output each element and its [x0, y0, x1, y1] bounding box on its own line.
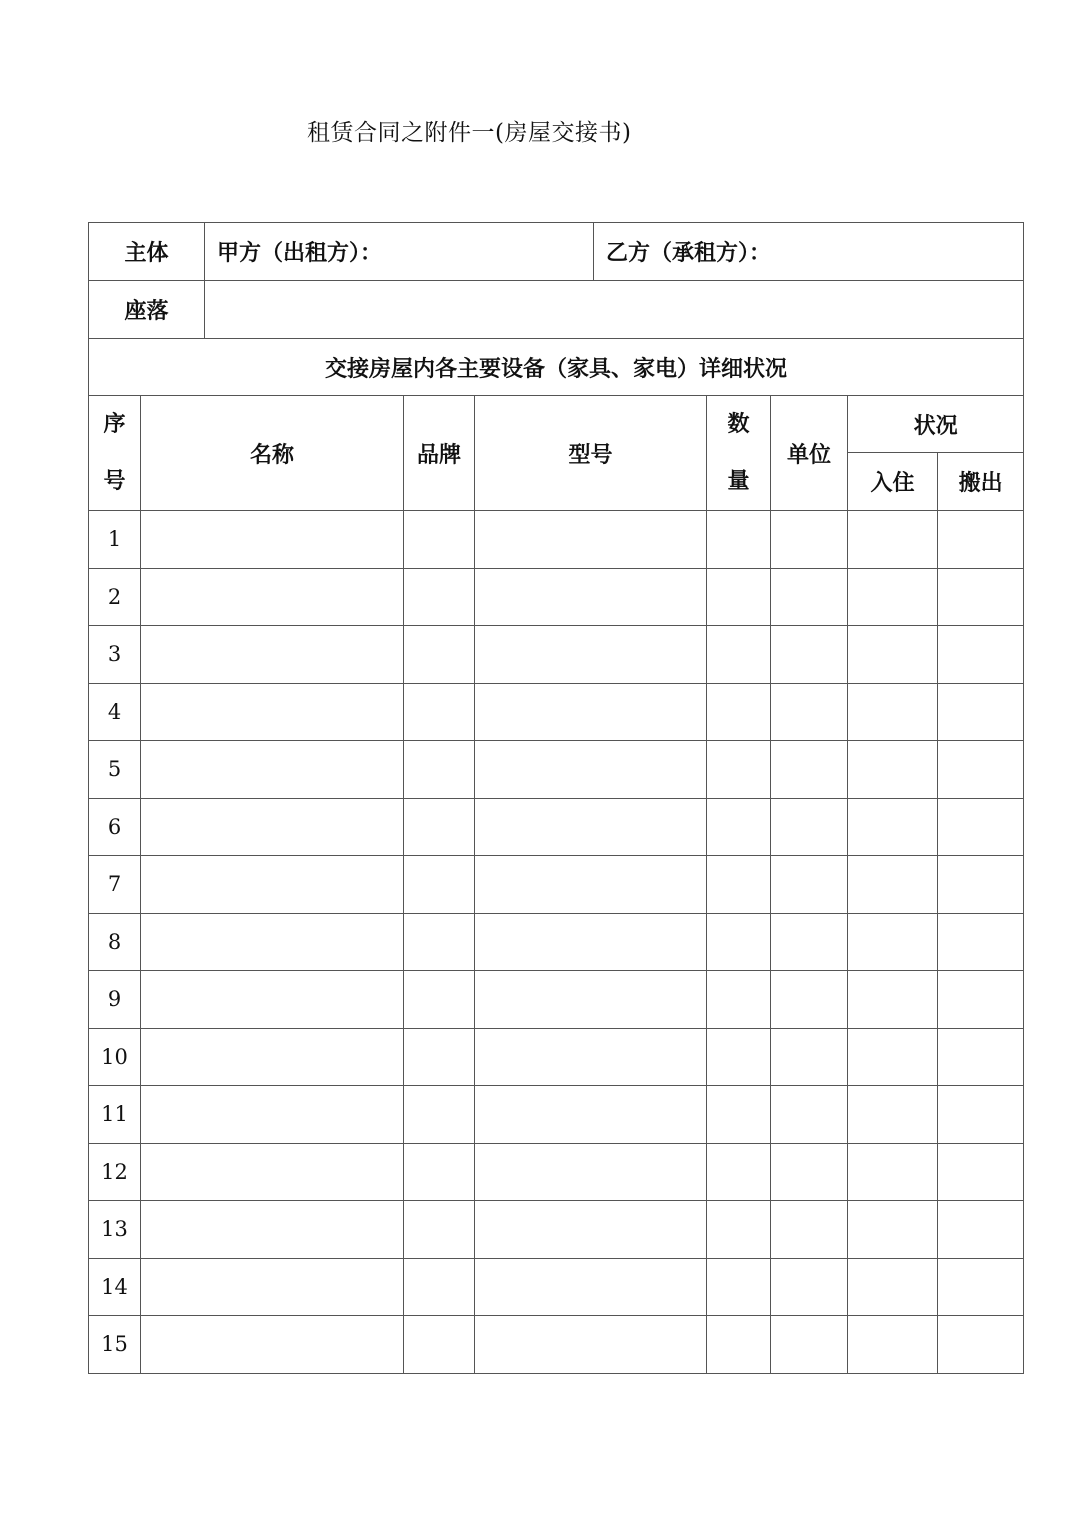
cell-move-out[interactable] — [938, 798, 1024, 856]
cell-unit[interactable] — [771, 1316, 848, 1374]
cell-unit[interactable] — [771, 798, 848, 856]
cell-brand[interactable] — [404, 1086, 475, 1144]
cell-name[interactable] — [141, 1143, 404, 1201]
cell-move-out[interactable] — [938, 1143, 1024, 1201]
cell-name[interactable] — [141, 1258, 404, 1316]
cell-name[interactable] — [141, 1201, 404, 1259]
cell-unit[interactable] — [771, 511, 848, 569]
cell-name[interactable] — [141, 568, 404, 626]
row-number: 7 — [89, 856, 141, 914]
cell-name[interactable] — [141, 913, 404, 971]
cell-unit[interactable] — [771, 1258, 848, 1316]
cell-model[interactable] — [475, 856, 707, 914]
row-number: 10 — [89, 1028, 141, 1086]
cell-move-in[interactable] — [848, 1143, 938, 1201]
cell-name[interactable] — [141, 971, 404, 1029]
cell-name[interactable] — [141, 1086, 404, 1144]
row-number: 15 — [89, 1316, 141, 1374]
table-row — [89, 798, 1024, 856]
cell-unit[interactable] — [771, 568, 848, 626]
cell-brand[interactable] — [404, 1201, 475, 1259]
cell-move-in[interactable] — [848, 1086, 938, 1144]
party-b-field[interactable]: 乙方（承租方）： — [594, 223, 1024, 281]
cell-move-out[interactable] — [938, 913, 1024, 971]
cell-move-in[interactable] — [848, 1201, 938, 1259]
cell-unit[interactable] — [771, 971, 848, 1029]
row-number: 11 — [89, 1086, 141, 1144]
cell-brand[interactable] — [404, 1258, 475, 1316]
cell-qty[interactable] — [707, 1201, 771, 1259]
item-rows — [89, 511, 1024, 1374]
col-header-qty-1: 数 — [727, 411, 750, 437]
cell-move-in[interactable] — [848, 1316, 938, 1374]
row-number: 12 — [89, 1143, 141, 1201]
location-field[interactable] — [205, 281, 1024, 339]
cell-brand[interactable] — [404, 511, 475, 569]
col-header-brand: 品牌 — [404, 396, 475, 511]
cell-qty[interactable] — [707, 971, 771, 1029]
col-header-seq-1: 序 — [103, 411, 126, 437]
cell-qty[interactable] — [707, 856, 771, 914]
cell-move-out[interactable] — [938, 1258, 1024, 1316]
table-row — [89, 1316, 1024, 1374]
cell-move-out[interactable] — [938, 511, 1024, 569]
cell-model[interactable] — [475, 1086, 707, 1144]
cell-move-out[interactable] — [938, 856, 1024, 914]
col-header-seq — [89, 396, 141, 511]
cell-unit[interactable] — [771, 741, 848, 799]
cell-unit[interactable] — [771, 1143, 848, 1201]
cell-brand[interactable] — [404, 798, 475, 856]
cell-move-out[interactable] — [938, 1201, 1024, 1259]
cell-model[interactable] — [475, 568, 707, 626]
col-header-qty-2: 量 — [727, 468, 750, 494]
cell-move-out[interactable] — [938, 1086, 1024, 1144]
location-label: 座落 — [89, 281, 205, 339]
cell-move-out[interactable] — [938, 1316, 1024, 1374]
col-header-status: 状况 — [848, 396, 1024, 453]
subject-label: 主体 — [89, 223, 205, 281]
row-number: 8 — [89, 913, 141, 971]
cell-name[interactable] — [141, 626, 404, 684]
cell-move-out[interactable] — [938, 683, 1024, 741]
cell-move-out[interactable] — [938, 1028, 1024, 1086]
cell-model[interactable] — [475, 1258, 707, 1316]
cell-brand[interactable] — [404, 913, 475, 971]
cell-unit[interactable] — [771, 1201, 848, 1259]
col-header-unit: 单位 — [771, 396, 848, 511]
cell-move-out[interactable] — [938, 568, 1024, 626]
cell-model[interactable] — [475, 1143, 707, 1201]
cell-qty[interactable] — [707, 683, 771, 741]
cell-qty[interactable] — [707, 741, 771, 799]
section-title: 交接房屋内各主要设备（家具、家电）详细状况 — [89, 339, 1024, 396]
row-number: 14 — [89, 1258, 141, 1316]
cell-move-out[interactable] — [938, 741, 1024, 799]
row-number: 9 — [89, 971, 141, 1029]
table-row — [89, 1143, 1024, 1201]
table-row — [89, 913, 1024, 971]
cell-brand[interactable] — [404, 683, 475, 741]
table-row — [89, 971, 1024, 1029]
cell-brand[interactable] — [404, 1143, 475, 1201]
cell-qty[interactable] — [707, 1316, 771, 1374]
cell-name[interactable] — [141, 683, 404, 741]
table-row — [89, 741, 1024, 799]
cell-name[interactable] — [141, 511, 404, 569]
cell-qty[interactable] — [707, 1143, 771, 1201]
table-row — [89, 1201, 1024, 1259]
table-row — [89, 1086, 1024, 1144]
cell-unit[interactable] — [771, 913, 848, 971]
cell-qty[interactable] — [707, 511, 771, 569]
table-row — [89, 626, 1024, 684]
cell-name[interactable] — [141, 798, 404, 856]
row-number: 4 — [89, 683, 141, 741]
cell-name[interactable] — [141, 1316, 404, 1374]
cell-qty[interactable] — [707, 798, 771, 856]
cell-name[interactable] — [141, 856, 404, 914]
table-row — [89, 1258, 1024, 1316]
cell-model[interactable] — [475, 1316, 707, 1374]
handover-table — [88, 222, 1024, 1374]
cell-move-in[interactable] — [848, 626, 938, 684]
row-number: 13 — [89, 1201, 141, 1259]
cell-model[interactable] — [475, 798, 707, 856]
table-row — [89, 856, 1024, 914]
row-number: 2 — [89, 568, 141, 626]
cell-name[interactable] — [141, 1028, 404, 1086]
party-a-field[interactable]: 甲方（出租方）： — [205, 223, 594, 281]
cell-qty[interactable] — [707, 1258, 771, 1316]
page-title: 租赁合同之附件一(房屋交接书) — [307, 120, 632, 146]
cell-move-in[interactable] — [848, 511, 938, 569]
cell-model[interactable] — [475, 683, 707, 741]
cell-brand[interactable] — [404, 568, 475, 626]
cell-move-in[interactable] — [848, 913, 938, 971]
cell-unit[interactable] — [771, 683, 848, 741]
table-row — [89, 511, 1024, 569]
cell-brand[interactable] — [404, 626, 475, 684]
cell-move-out[interactable] — [938, 971, 1024, 1029]
col-header-seq-2: 号 — [103, 468, 126, 494]
cell-model[interactable] — [475, 1028, 707, 1086]
cell-model[interactable] — [475, 511, 707, 569]
row-number: 6 — [89, 798, 141, 856]
cell-unit[interactable] — [771, 856, 848, 914]
cell-brand[interactable] — [404, 741, 475, 799]
cell-move-out[interactable] — [938, 626, 1024, 684]
col-header-move-out: 搬出 — [938, 453, 1024, 511]
cell-model[interactable] — [475, 626, 707, 684]
cell-move-in[interactable] — [848, 1258, 938, 1316]
cell-move-in[interactable] — [848, 971, 938, 1029]
cell-model[interactable] — [475, 913, 707, 971]
cell-name[interactable] — [141, 741, 404, 799]
table-row — [89, 568, 1024, 626]
table-row — [89, 1028, 1024, 1086]
cell-brand[interactable] — [404, 971, 475, 1029]
col-header-model: 型号 — [475, 396, 707, 511]
cell-move-in[interactable] — [848, 568, 938, 626]
cell-move-in[interactable] — [848, 1028, 938, 1086]
cell-model[interactable] — [475, 741, 707, 799]
row-number: 5 — [89, 741, 141, 799]
cell-model[interactable] — [475, 971, 707, 1029]
cell-brand[interactable] — [404, 1316, 475, 1374]
cell-brand[interactable] — [404, 856, 475, 914]
cell-unit[interactable] — [771, 1086, 848, 1144]
col-header-move-in: 入住 — [848, 453, 938, 511]
cell-brand[interactable] — [404, 1028, 475, 1086]
cell-unit[interactable] — [771, 1028, 848, 1086]
col-header-qty — [707, 396, 771, 511]
cell-move-in[interactable] — [848, 798, 938, 856]
cell-qty[interactable] — [707, 626, 771, 684]
row-number: 1 — [89, 511, 141, 569]
cell-qty[interactable] — [707, 913, 771, 971]
col-header-name: 名称 — [141, 396, 404, 511]
row-number: 3 — [89, 626, 141, 684]
cell-move-in[interactable] — [848, 856, 938, 914]
cell-move-in[interactable] — [848, 741, 938, 799]
cell-model[interactable] — [475, 1201, 707, 1259]
cell-unit[interactable] — [771, 626, 848, 684]
cell-move-in[interactable] — [848, 683, 938, 741]
cell-qty[interactable] — [707, 568, 771, 626]
cell-qty[interactable] — [707, 1028, 771, 1086]
cell-qty[interactable] — [707, 1086, 771, 1144]
table-row — [89, 683, 1024, 741]
